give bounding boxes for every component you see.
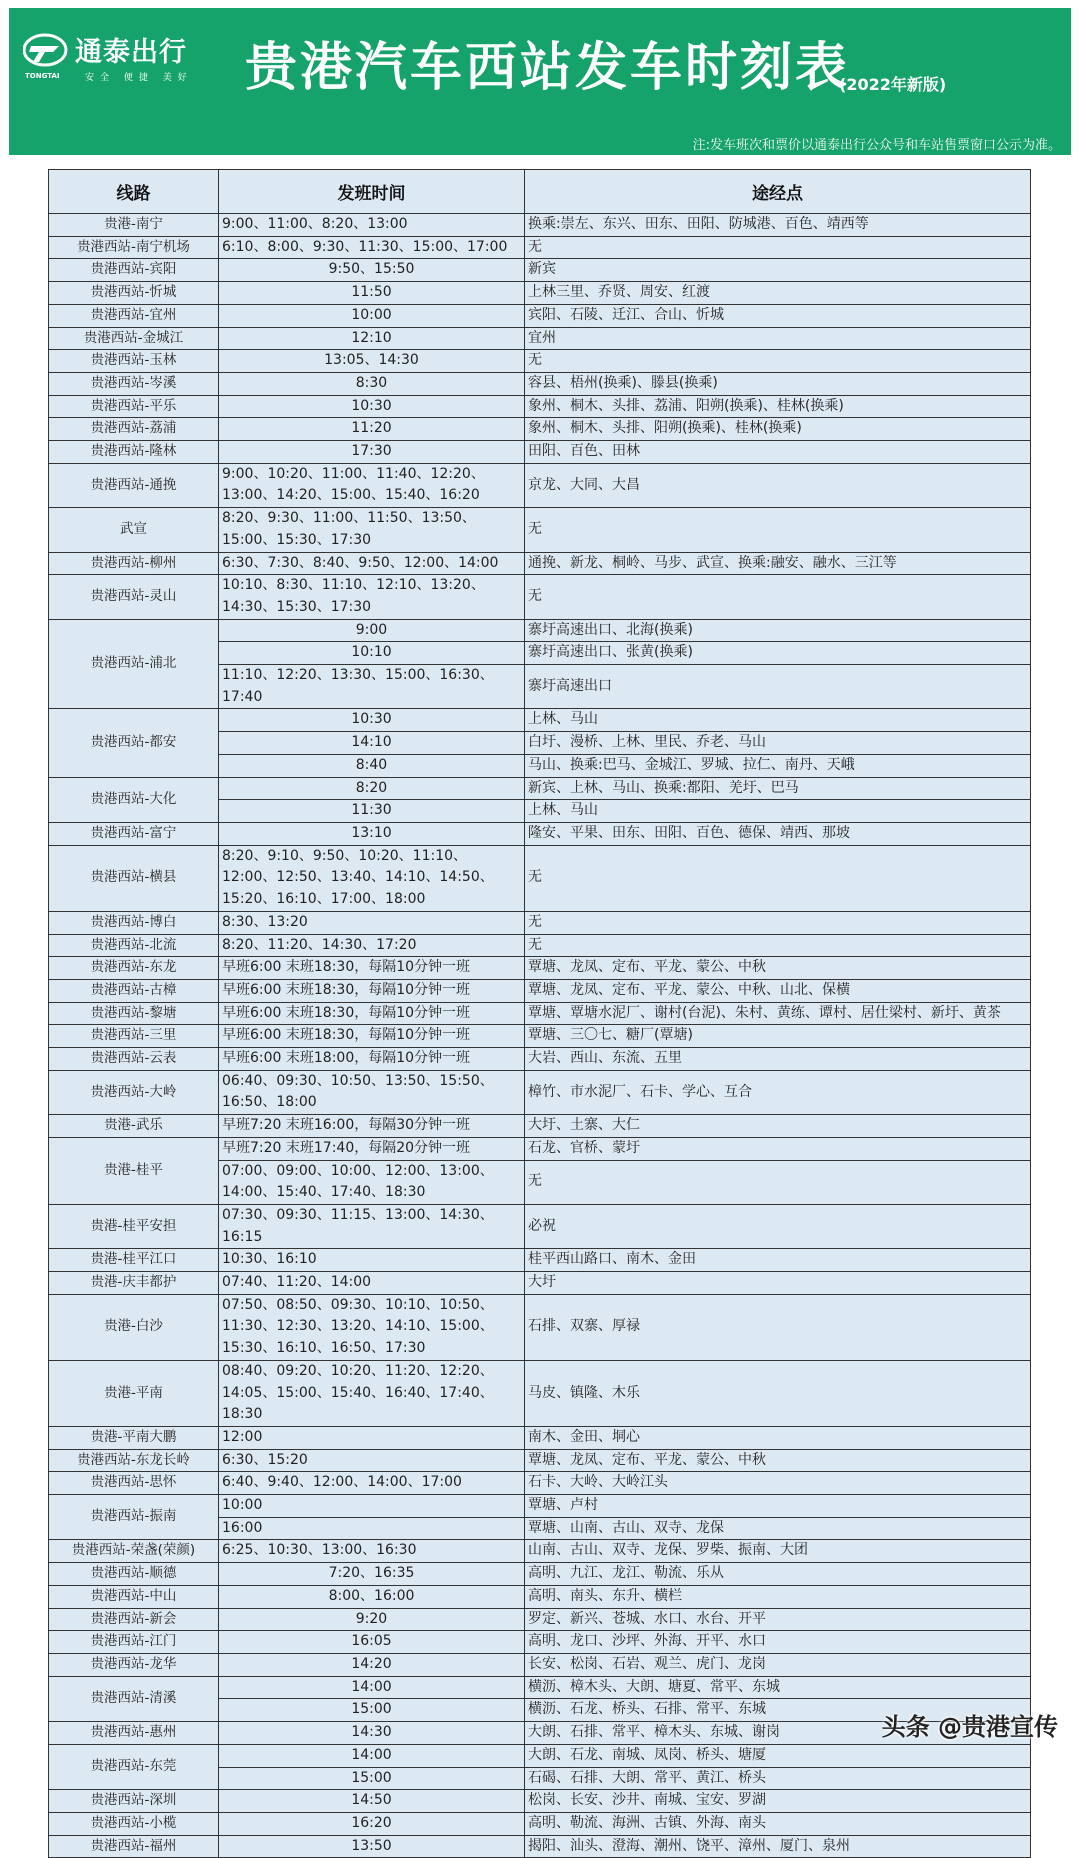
stops-cell: 上林、马山 (525, 800, 1031, 823)
header-banner (9, 8, 1071, 155)
departure-time-cell: 15:00 (219, 1767, 525, 1790)
table-row (49, 552, 1031, 575)
stops-cell: 南木、金田、垌心 (525, 1426, 1031, 1449)
column-header-route: 线路 (49, 170, 219, 214)
company-logo (23, 28, 193, 83)
departure-time-cell: 10:00 (219, 1495, 525, 1518)
table-row (49, 709, 1031, 732)
route-cell: 贵港西站-岑溪 (49, 372, 219, 395)
route-cell: 贵港西站-大岭 (49, 1070, 219, 1114)
departure-time-cell: 早班6:00 末班18:00，每隔10分钟一班 (219, 1048, 525, 1071)
stops-cell: 松岗、长安、沙井、南城、宝安、罗湖 (525, 1790, 1031, 1813)
stops-cell: 上林三里、乔贤、周安、红渡 (525, 282, 1031, 305)
departure-time-cell: 17:30 (219, 441, 525, 464)
stops-cell: 揭阳、汕头、澄海、潮州、饶平、漳州、厦门、泉州 (525, 1835, 1031, 1858)
departure-time-cell: 8:20 (219, 777, 525, 800)
table-row (49, 979, 1031, 1002)
table-row (49, 236, 1031, 259)
route-cell: 贵港西站-荣盏(荣颜) (49, 1540, 219, 1563)
page-title: 贵港汽车西站发车时刻表 (245, 38, 851, 98)
departure-time-cell: 早班6:00 末班18:30，每隔10分钟一班 (219, 979, 525, 1002)
route-cell: 贵港西站-平乐 (49, 395, 219, 418)
table-row (49, 327, 1031, 350)
column-header-time: 发班时间 (219, 170, 525, 214)
departure-time-cell: 14:20 (219, 1654, 525, 1677)
stops-cell: 隆安、平果、田东、田阳、百色、德保、靖西、那坡 (525, 822, 1031, 845)
departure-time-cell: 07:30、09:30、11:15、13:00、14:30、16:15 (219, 1204, 525, 1248)
departure-time-cell: 早班6:00 末班18:30，每隔10分钟一班 (219, 957, 525, 980)
route-cell: 贵港西站-东龙 (49, 957, 219, 980)
table-row (49, 1744, 1031, 1767)
departure-time-cell: 13:05、14:30 (219, 350, 525, 373)
column-header-stops: 途经点 (525, 170, 1031, 214)
table-row (49, 619, 1031, 642)
stops-cell: 覃塘、龙凤、定布、平龙、蒙公、中秋 (525, 957, 1031, 980)
departure-time-cell: 10:10、8:30、11:10、12:10、13:20、14:30、15:30、17:30 (219, 575, 525, 619)
departure-time-cell: 6:10、8:00、9:30、11:30、15:00、17:00 (219, 236, 525, 259)
departure-time-cell: 13:50 (219, 1835, 525, 1858)
departure-time-cell: 早班6:00 末班18:30，每隔10分钟一班 (219, 1025, 525, 1048)
stops-cell: 桂平西山路口、南木、金田 (525, 1249, 1031, 1272)
stops-cell: 无 (525, 911, 1031, 934)
stops-cell: 覃塘、卢村 (525, 1495, 1031, 1518)
table-row (49, 1204, 1031, 1248)
route-cell: 贵港西站-柳州 (49, 552, 219, 575)
departure-time-cell: 14:10 (219, 732, 525, 755)
stops-cell: 高明、南头、东升、横栏 (525, 1585, 1031, 1608)
timetable (48, 169, 1030, 1858)
table-row (49, 1294, 1031, 1360)
table-row (49, 1002, 1031, 1025)
logo-slogan: 安全 便捷 美好 (85, 73, 193, 83)
departure-time-cell: 7:20、16:35 (219, 1563, 525, 1586)
stops-cell: 石排、双寨、厚禄 (525, 1294, 1031, 1360)
departure-time-cell: 9:50、15:50 (219, 259, 525, 282)
route-cell: 贵港-庆丰都护 (49, 1272, 219, 1295)
table-row (49, 282, 1031, 305)
route-cell: 贵港西站-振南 (49, 1495, 219, 1540)
stops-cell: 石龙、官桥、蒙圩 (525, 1137, 1031, 1160)
route-cell: 贵港西站-黎塘 (49, 1002, 219, 1025)
timetable-body (49, 214, 1031, 1858)
stops-cell: 容县、梧州(换乘)、滕县(换乘) (525, 372, 1031, 395)
table-row (49, 1495, 1031, 1518)
table-row (49, 463, 1031, 507)
table-row (49, 1137, 1031, 1160)
table-row (49, 1676, 1031, 1699)
stops-cell: 高明、九江、龙江、勒流、乐从 (525, 1563, 1031, 1586)
stops-cell: 大岩、西山、东流、五里 (525, 1048, 1031, 1071)
route-cell: 贵港西站-清溪 (49, 1676, 219, 1721)
stops-cell: 通挽、新龙、桐岭、马步、武宣、换乘:融安、融水、三江等 (525, 552, 1031, 575)
route-cell: 贵港西站-南宁机场 (49, 236, 219, 259)
table-row (49, 934, 1031, 957)
stops-cell: 白圩、漫桥、上林、里民、乔老、马山 (525, 732, 1031, 755)
route-cell: 贵港西站-忻城 (49, 282, 219, 305)
departure-time-cell: 10:30 (219, 395, 525, 418)
departure-time-cell: 10:00 (219, 304, 525, 327)
stops-cell: 大朗、石龙、南城、凤岗、桥头、塘厦 (525, 1744, 1031, 1767)
table-row (49, 1360, 1031, 1426)
stops-cell: 大圩 (525, 1272, 1031, 1295)
route-cell: 贵港西站-中山 (49, 1585, 219, 1608)
departure-time-cell: 10:30 (219, 709, 525, 732)
table-row (49, 1472, 1031, 1495)
route-cell: 贵港西站-宜州 (49, 304, 219, 327)
stops-cell: 横沥、樟木头、大朗、塘夏、常平、东城 (525, 1676, 1031, 1699)
stops-cell: 换乘:崇左、东兴、田东、田阳、防城港、百色、靖西等 (525, 214, 1031, 237)
stops-cell: 必祝 (525, 1204, 1031, 1248)
stops-cell: 寨圩高速出口 (525, 665, 1031, 709)
route-cell: 贵港-桂平 (49, 1137, 219, 1204)
stops-cell: 横沥、石龙、桥头、石排、常平、东城 (525, 1699, 1031, 1722)
stops-cell: 无 (525, 575, 1031, 619)
stops-cell: 象州、桐木、头排、阳朔(换乘)、桂林(换乘) (525, 418, 1031, 441)
stops-cell: 大朗、石排、常平、樟木头、东城、谢岗 (525, 1722, 1031, 1745)
stops-cell: 无 (525, 350, 1031, 373)
route-cell: 贵港西站-思怀 (49, 1472, 219, 1495)
table-row (49, 1654, 1031, 1677)
route-cell: 贵港-平南大鹏 (49, 1426, 219, 1449)
table-row (49, 1025, 1031, 1048)
departure-time-cell: 14:00 (219, 1676, 525, 1699)
stops-cell: 覃塘、覃塘水泥厂、谢村(台泥)、朱村、黄练、谭村、居仕梁村、新圩、黄茶 (525, 1002, 1031, 1025)
route-cell: 贵港西站-富宁 (49, 822, 219, 845)
notice-text: 注:发车班次和票价以通泰出行公众号和车站售票窗口公示为准。 (692, 138, 1061, 153)
departure-time-cell: 07:40、11:20、14:00 (219, 1272, 525, 1295)
departure-time-cell: 16:00 (219, 1517, 525, 1540)
departure-time-cell: 06:40、09:30、10:50、13:50、15:50、16:50、18:00 (219, 1070, 525, 1114)
table-row (49, 1070, 1031, 1114)
route-cell: 贵港-武乐 (49, 1115, 219, 1138)
departure-time-cell: 14:30 (219, 1722, 525, 1745)
route-cell: 贵港西站-惠州 (49, 1722, 219, 1745)
edition-label: (2022年新版) (839, 75, 947, 94)
table-row (49, 1835, 1031, 1858)
stops-cell: 覃塘、山南、古山、双寺、龙保 (525, 1517, 1031, 1540)
watermark: 头条 @贵港宣传 (881, 1713, 1058, 1741)
departure-time-cell: 8:20、9:10、9:50、10:20、11:10、12:00、12:50、13:40、14:10、14:50、15:20、16:10、17:00、18:00 (219, 845, 525, 911)
table-row (49, 575, 1031, 619)
departure-time-cell: 9:20 (219, 1608, 525, 1631)
table-row (49, 1115, 1031, 1138)
logo-mark-icon (23, 32, 71, 68)
route-cell: 贵港西站-浦北 (49, 619, 219, 709)
route-cell: 贵港西站-荔浦 (49, 418, 219, 441)
table-row (49, 1048, 1031, 1071)
table-row (49, 372, 1031, 395)
table-row (49, 508, 1031, 552)
stops-cell: 京龙、大同、大昌 (525, 463, 1031, 507)
departure-time-cell: 11:50 (219, 282, 525, 305)
route-cell: 贵港西站-通挽 (49, 463, 219, 507)
departure-time-cell: 14:50 (219, 1790, 525, 1813)
stops-cell: 寨圩高速出口、北海(换乘) (525, 619, 1031, 642)
stops-cell: 无 (525, 236, 1031, 259)
route-cell: 贵港-桂平江口 (49, 1249, 219, 1272)
route-cell: 贵港西站-福州 (49, 1835, 219, 1858)
stops-cell: 石碣、石排、大朗、常平、黄江、桥头 (525, 1767, 1031, 1790)
departure-time-cell: 8:30 (219, 372, 525, 395)
stops-cell: 罗定、新兴、苍城、水口、水台、开平 (525, 1608, 1031, 1631)
stops-cell: 田阳、百色、田林 (525, 441, 1031, 464)
departure-time-cell: 10:30、16:10 (219, 1249, 525, 1272)
route-cell: 贵港西站-三里 (49, 1025, 219, 1048)
departure-time-cell: 6:25、10:30、13:00、16:30 (219, 1540, 525, 1563)
departure-time-cell: 12:00 (219, 1426, 525, 1449)
route-cell: 贵港西站-云表 (49, 1048, 219, 1071)
route-cell: 贵港西站-新会 (49, 1608, 219, 1631)
stops-cell: 无 (525, 934, 1031, 957)
table-header-row (49, 170, 1031, 214)
stops-cell: 马皮、镇隆、木乐 (525, 1360, 1031, 1426)
departure-time-cell: 12:10 (219, 327, 525, 350)
table-row (49, 1790, 1031, 1813)
table-row (49, 214, 1031, 237)
departure-time-cell: 07:50、08:50、09:30、10:10、10:50、11:30、12:30、13:20、14:10、15:00、15:30、16:10、16:50、17:30 (219, 1294, 525, 1360)
route-cell: 贵港西站-横县 (49, 845, 219, 911)
departure-time-cell: 9:00、11:00、8:20、13:00 (219, 214, 525, 237)
stops-cell: 石卡、大岭、大岭江头 (525, 1472, 1031, 1495)
stops-cell: 大圩、土寨、大仁 (525, 1115, 1031, 1138)
table-row (49, 1631, 1031, 1654)
departure-time-cell: 13:10 (219, 822, 525, 845)
route-cell: 贵港西站-宾阳 (49, 259, 219, 282)
departure-time-cell: 6:30、15:20 (219, 1449, 525, 1472)
route-cell: 贵港西站-龙华 (49, 1654, 219, 1677)
route-cell: 贵港西站-东莞 (49, 1744, 219, 1789)
departure-time-cell: 8:20、11:20、14:30、17:20 (219, 934, 525, 957)
departure-time-cell: 16:05 (219, 1631, 525, 1654)
table-row (49, 777, 1031, 800)
table-row (49, 395, 1031, 418)
table-row (49, 259, 1031, 282)
route-cell: 贵港西站-顺德 (49, 1563, 219, 1586)
departure-time-cell: 8:40 (219, 754, 525, 777)
route-cell: 贵港西站-都安 (49, 709, 219, 777)
departure-time-cell: 早班7:20 末班16:00，每隔30分钟一班 (219, 1115, 525, 1138)
logo-name: 通泰出行 (75, 37, 187, 68)
stops-cell: 无 (525, 845, 1031, 911)
departure-time-cell: 11:30 (219, 800, 525, 823)
departure-time-cell: 早班7:20 末班17:40，每隔20分钟一班 (219, 1137, 525, 1160)
stops-cell: 高明、龙口、沙坪、外海、开平、水口 (525, 1631, 1031, 1654)
table-row (49, 1249, 1031, 1272)
stops-cell: 长安、松岗、石岩、观兰、虎门、龙岗 (525, 1654, 1031, 1677)
route-cell: 贵港西站-北流 (49, 934, 219, 957)
departure-time-cell: 11:10、12:20、13:30、15:00、16:30、17:40 (219, 665, 525, 709)
route-cell: 贵港西站-大化 (49, 777, 219, 822)
stops-cell: 寨圩高速出口、张黄(换乘) (525, 642, 1031, 665)
route-cell: 贵港西站-隆林 (49, 441, 219, 464)
stops-cell: 马山、换乘:巴马、金城江、罗城、拉仁、南丹、天峨 (525, 754, 1031, 777)
stops-cell: 宾阳、石陵、迁江、合山、忻城 (525, 304, 1031, 327)
departure-time-cell: 8:30、13:20 (219, 911, 525, 934)
stops-cell: 新宾、上林、马山、换乘:都阳、羌圩、巴马 (525, 777, 1031, 800)
route-cell: 贵港西站-古樟 (49, 979, 219, 1002)
table-row (49, 957, 1031, 980)
stops-cell: 樟竹、市水泥厂、石卡、学心、互合 (525, 1070, 1031, 1114)
route-cell: 贵港西站-玉林 (49, 350, 219, 373)
route-cell: 贵港西站-博白 (49, 911, 219, 934)
departure-time-cell: 早班6:00 末班18:30，每隔10分钟一班 (219, 1002, 525, 1025)
stops-cell: 无 (525, 508, 1031, 552)
departure-time-cell: 6:40、9:40、12:00、14:00、17:00 (219, 1472, 525, 1495)
stops-cell: 覃塘、龙凤、定布、平龙、蒙公、中秋、山北、保横 (525, 979, 1031, 1002)
stops-cell: 上林、马山 (525, 709, 1031, 732)
table-row (49, 1426, 1031, 1449)
table-row (49, 1449, 1031, 1472)
departure-time-cell: 9:00、10:20、11:00、11:40、12:20、13:00、14:20、15:00、15:40、16:20 (219, 463, 525, 507)
route-cell: 贵港-白沙 (49, 1294, 219, 1360)
table-row (49, 822, 1031, 845)
table-row (49, 911, 1031, 934)
departure-time-cell: 10:10 (219, 642, 525, 665)
table-row (49, 1608, 1031, 1631)
departure-time-cell: 08:40、09:20、10:20、11:20、12:20、14:05、15:00、15:40、16:40、17:40、18:30 (219, 1360, 525, 1426)
departure-time-cell: 8:20、9:30、11:00、11:50、13:50、15:00、15:30、17:30 (219, 508, 525, 552)
stops-cell: 山南、古山、双寺、龙保、罗柴、振南、大团 (525, 1540, 1031, 1563)
table-row (49, 1585, 1031, 1608)
table-row (49, 418, 1031, 441)
departure-time-cell: 11:20 (219, 418, 525, 441)
route-cell: 贵港-桂平安担 (49, 1204, 219, 1248)
route-cell: 贵港-南宁 (49, 214, 219, 237)
route-cell: 贵港西站-江门 (49, 1631, 219, 1654)
table-row (49, 350, 1031, 373)
stops-cell: 覃塘、三〇七、糖厂(覃塘) (525, 1025, 1031, 1048)
departure-time-cell: 14:00 (219, 1744, 525, 1767)
route-cell: 贵港西站-东龙长岭 (49, 1449, 219, 1472)
route-cell: 贵港西站-小榄 (49, 1812, 219, 1835)
route-cell: 贵港-平南 (49, 1360, 219, 1426)
route-cell: 贵港西站-金城江 (49, 327, 219, 350)
table-row (49, 304, 1031, 327)
departure-time-cell: 9:00 (219, 619, 525, 642)
stops-cell: 高明、勒流、海洲、古镇、外海、南头 (525, 1812, 1031, 1835)
stops-cell: 无 (525, 1160, 1031, 1204)
stops-cell: 宜州 (525, 327, 1031, 350)
logo-english: TONGTAI (25, 72, 60, 80)
route-cell: 贵港西站-深圳 (49, 1790, 219, 1813)
table-row (49, 1812, 1031, 1835)
table-row (49, 845, 1031, 911)
departure-time-cell: 8:00、16:00 (219, 1585, 525, 1608)
table-row (49, 1272, 1031, 1295)
departure-time-cell: 07:00、09:00、10:00、12:00、13:00、14:00、15:40、17:40、18:30 (219, 1160, 525, 1204)
table-row (49, 1540, 1031, 1563)
route-cell: 武宣 (49, 508, 219, 552)
stops-cell: 新宾 (525, 259, 1031, 282)
departure-time-cell: 6:30、7:30、8:40、9:50、12:00、14:00 (219, 552, 525, 575)
departure-time-cell: 15:00 (219, 1699, 525, 1722)
table-row (49, 1563, 1031, 1586)
route-cell: 贵港西站-灵山 (49, 575, 219, 619)
stops-cell: 象州、桐木、头排、荔浦、阳朔(换乘)、桂林(换乘) (525, 395, 1031, 418)
departure-time-cell: 16:20 (219, 1812, 525, 1835)
stops-cell: 覃塘、龙凤、定布、平龙、蒙公、中秋 (525, 1449, 1031, 1472)
table-row (49, 441, 1031, 464)
